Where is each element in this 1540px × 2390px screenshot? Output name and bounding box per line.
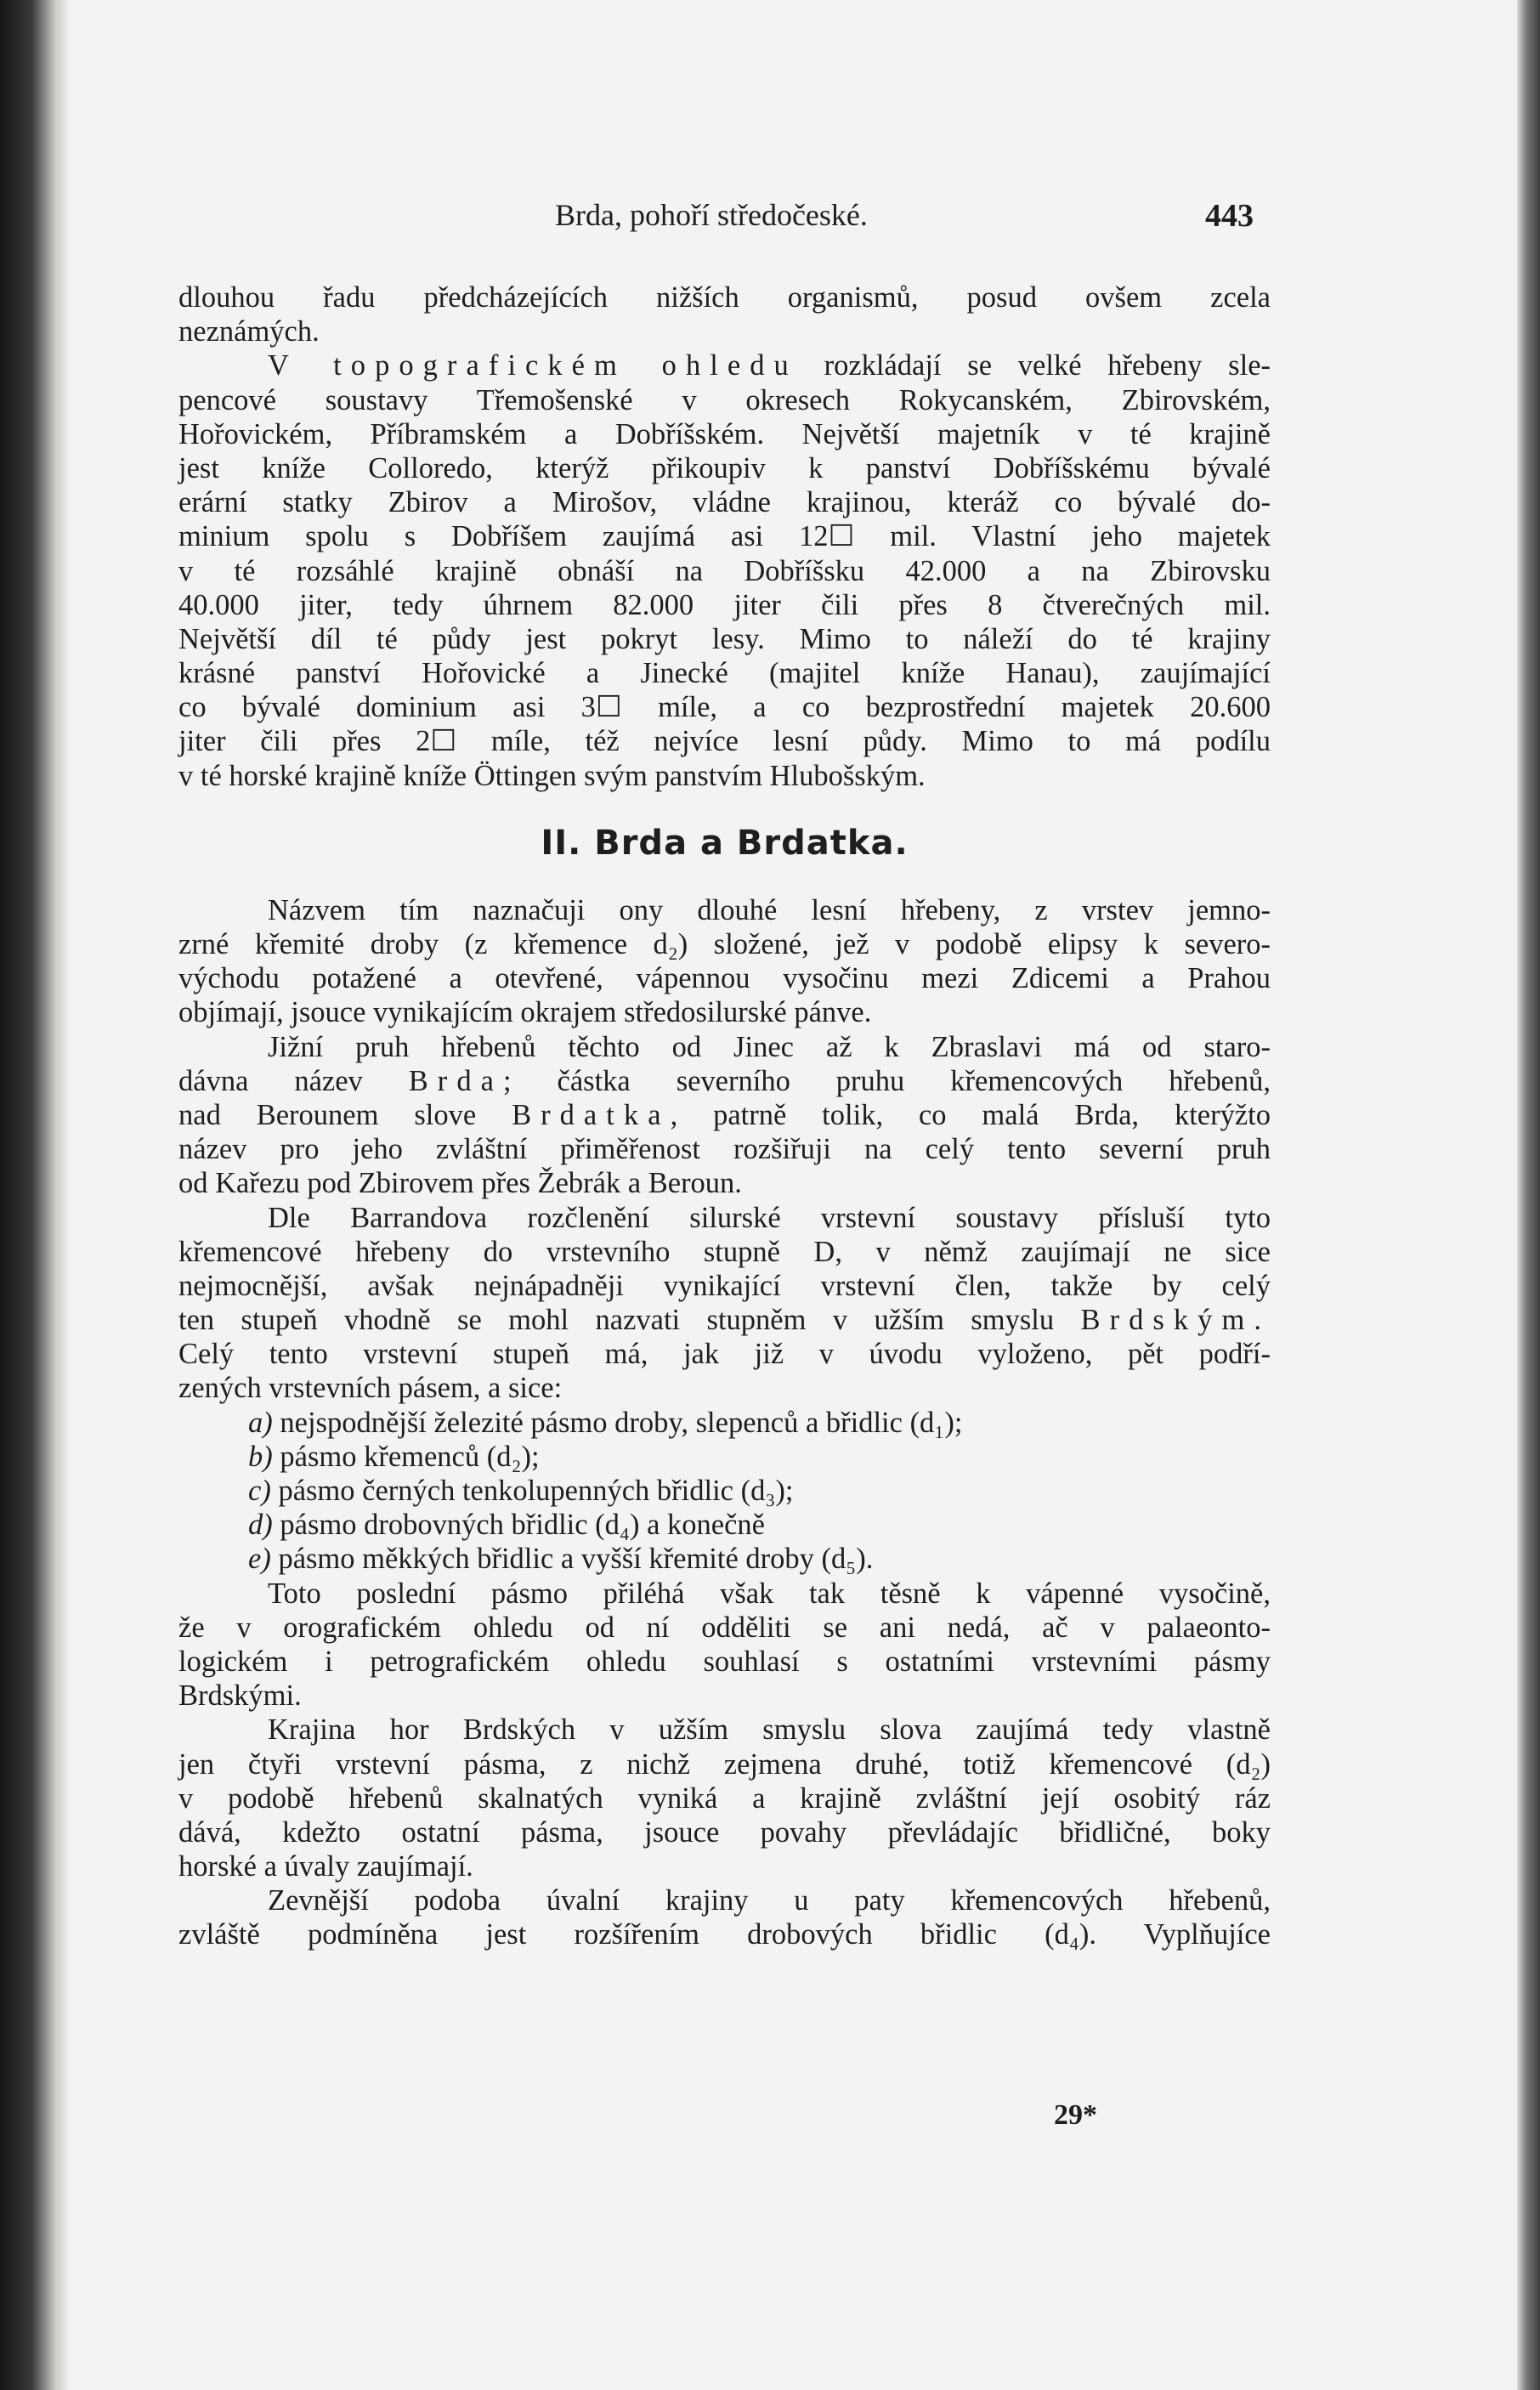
text-line: Názvem tím naznačuji ony dlouhé lesní hřebeny, z vrstev jemno- xyxy=(268,893,1271,926)
text-line: zrné křemité droby (z křemence d₂) složené, jež v podobě elipsy k severo- xyxy=(178,928,1271,960)
text-line: objímají, jsouce vynikajícím okrajem středosilurské pánve. xyxy=(178,996,872,1029)
page-text xyxy=(178,280,1271,1952)
text-line: jen čtyři vrstevní pásma, z nichž zejmena druhé, totiž křemencové (d₂) xyxy=(178,1747,1271,1781)
list-item: b) pásmo křemenců (d₂); xyxy=(248,1440,540,1473)
text-line: Zevnější podoba úvalní krajiny u paty křemencových hřebenů, xyxy=(268,1884,1271,1917)
text-line: logickém i petrografickém ohledu souhlasí s ostatními vrstevními pásmy xyxy=(178,1645,1271,1678)
text-line: zených vrstevních pásem, a sice: xyxy=(178,1372,563,1405)
text-line: od Kařezu pod Zbirovem přes Žebrák a Beroun. xyxy=(178,1167,742,1200)
text-line: Toto poslední pásmo přiléhá však tak těsně k vápenné vysočině, xyxy=(268,1577,1271,1610)
text-line: v podobě hřebenů skalnatých vyniká a krajině zvláštní její osobitý ráz xyxy=(178,1781,1271,1815)
text-line: jiter čili přes 2☐ míle, též nejvíce lesní půdy. Mimo to má podílu xyxy=(178,725,1271,758)
right-page-edge xyxy=(1517,0,1540,2390)
text-line: dává, kdežto ostatní pásma, jsouce povahy převládajíc břidličné, boky xyxy=(178,1815,1271,1849)
text-line: co bývalé dominium asi 3☐ míle, a co bezprostřední majetek 20.600 xyxy=(178,691,1271,724)
text-line: název pro jeho zvláštní přiměřenost rozšiřuji na celý tento severní pruh xyxy=(178,1133,1271,1166)
text-line: Celý tento vrstevní stupeň má, jak již v úvodu vyloženo, pět podří- xyxy=(178,1338,1271,1371)
text-line: Jižní pruh hřebenů těchto od Jinec až k Zbraslavi má od staro- xyxy=(268,1030,1271,1063)
text-line: zvláště podmíněna jest rozšířením drobových břidlic (d₄). Vyplňujíce xyxy=(178,1918,1271,1951)
text-line: Krajina hor Brdských v užším smyslu slova zaujímá tedy vlastně xyxy=(268,1713,1271,1747)
text-line: 40.000 jiter, tedy úhrnem 82.000 jiter čili přes 8 čtverečných mil. xyxy=(178,588,1271,621)
running-title: Brda, pohoří středočeské. xyxy=(555,198,868,232)
text-line: nad Berounem slove Brdatka, patrně tolik, co malá Brda, kterýžto xyxy=(178,1098,1271,1131)
spaced-term: Brda xyxy=(408,1064,503,1097)
spaced-term: Brdským. xyxy=(1080,1304,1271,1337)
text-line: minium spolu s Dobříšem zaujímá asi 12☐ mil. Vlastní jeho majetek xyxy=(178,520,1271,553)
spaced-term: V topografickém ohledu xyxy=(268,349,798,382)
left-page-edge xyxy=(0,0,58,2390)
text-line: v té rozsáhlé krajině obnáší na Dobříšsku 42.000 a na Zbirovsku xyxy=(178,554,1271,587)
section-heading: II. Brda a Brdatka. xyxy=(541,823,909,863)
text-line: krásné panství Hořovické a Jinecké (majitel kníže Hanau), zaujímající xyxy=(178,657,1271,690)
text-line: v té horské krajině kníže Öttingen svým panstvím Hlubošským. xyxy=(178,759,926,792)
text-line: ten stupeň vhodně se mohl nazvati stupněm v užším smyslu Brdským. xyxy=(178,1304,1271,1337)
page-header xyxy=(0,194,1540,245)
gutter-shadow xyxy=(58,0,70,2390)
text-line: Brdskými. xyxy=(178,1679,302,1713)
text-line: Dle Barrandova rozčlenění silurské vrstevní soustavy přísluší tyto xyxy=(268,1201,1271,1234)
list-item: a) nejspodnější železité pásmo droby, slepenců a břidlic (d₁); xyxy=(248,1406,963,1439)
text-line: nejmocnější, avšak nejnápadněji vynikající vrstevní člen, takže by celý xyxy=(178,1269,1271,1302)
list-item: e) pásmo měkkých břidlic a vyšší křemité droby (d₅). xyxy=(248,1543,874,1576)
list-item: d) pásmo drobovných břidlic (d₄) a konečně xyxy=(248,1509,765,1542)
text-line: V topografickém ohledu rozkládají se velké hřebeny sle- xyxy=(268,349,1271,382)
text-line: že v orografickém ohledu od ní odděliti se ani nedá, ač v palaeonto- xyxy=(178,1611,1271,1644)
text-line: jest kníže Colloredo, kterýž přikoupiv k panství Dobříšskému bývalé xyxy=(178,451,1271,484)
text-line: pencové soustavy Třemošenské v okresech Rokycanském, Zbirovském, xyxy=(178,383,1271,416)
page-number: 443 xyxy=(1205,198,1254,234)
text-line: dlouhou řadu předcházejících nižších organismů, posud ovšem zcela xyxy=(178,281,1271,314)
text-line: křemencové hřebeny do vrstevního stupně D, v němž zaujímají ne sice xyxy=(178,1235,1271,1268)
list-item: c) pásmo černých tenkolupenných břidlic (d₃); xyxy=(248,1475,794,1507)
text-line: horské a úvaly zaujímají. xyxy=(178,1850,473,1883)
signature-mark: 29* xyxy=(1054,2099,1097,2131)
text-line: neznámých. xyxy=(178,315,320,348)
text-line: dávna název Brda; částka severního pruhu křemencových hřebenů, xyxy=(178,1064,1271,1097)
text-line: Hořovickém, Příbramském a Dobříšském. Největší majetník v té krajině xyxy=(178,417,1271,450)
spaced-term: Brdatka xyxy=(512,1098,671,1131)
text-line: Největší díl té půdy jest pokryt lesy. Mimo to náleží do té krajiny xyxy=(178,622,1271,655)
text-line: východu potažené a otevřené, vápennou vysočinu mezi Zdicemi a Prahou xyxy=(178,962,1271,995)
text-line: erární statky Zbirov a Mirošov, vládne krajinou, kteráž co bývalé do- xyxy=(178,486,1271,519)
